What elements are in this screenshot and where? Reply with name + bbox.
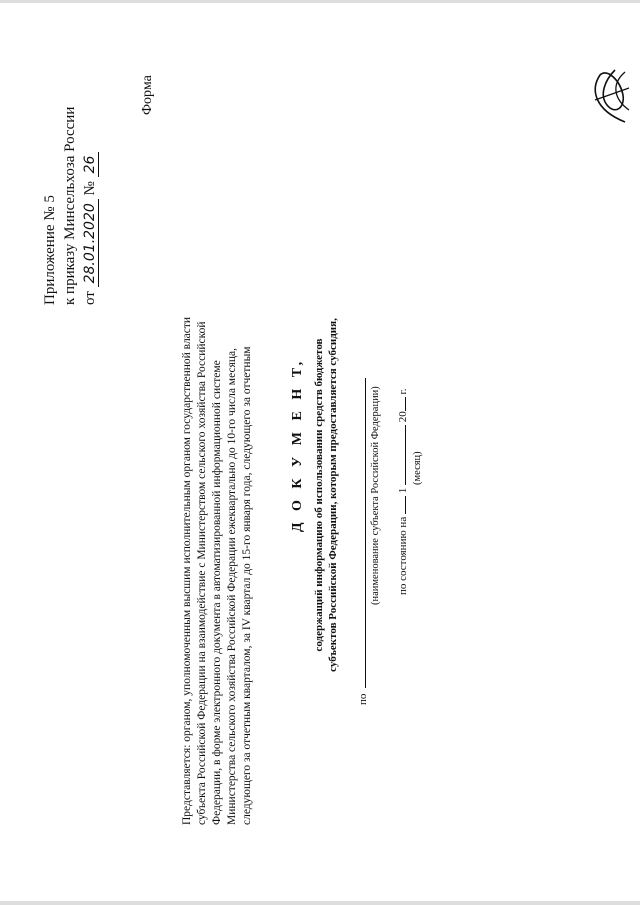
form-label: Форма xyxy=(140,75,155,115)
day-blank[interactable] xyxy=(405,496,406,514)
year-suffix: г. xyxy=(397,388,409,395)
document-subtitle-line-1: содержащий информацию об использовании средств бюджетов xyxy=(313,338,325,652)
document-title: Д О К У М Е Н Т, xyxy=(290,357,305,533)
signature-mark xyxy=(585,60,635,130)
year-prefix: 20 xyxy=(397,411,409,423)
as-of-prefix: по состоянию на xyxy=(397,516,409,595)
as-of-date-line xyxy=(397,389,409,595)
po-label: по xyxy=(357,693,369,705)
appendix-date-line xyxy=(80,25,100,305)
order-date: 28.01.2020 xyxy=(82,199,99,287)
appendix-block xyxy=(40,25,100,305)
document-subtitle-line-2: субъектов Российской Федерации, которым предоставляется субсидия, xyxy=(327,318,339,672)
document-subtitle xyxy=(312,285,340,705)
appendix-line-2: к приказу Минсельхоза России xyxy=(62,106,78,305)
month-caption: (месяц) xyxy=(412,451,423,485)
subject-blank[interactable] xyxy=(355,378,366,688)
order-number: 26 xyxy=(82,152,99,178)
day-value: 1 xyxy=(397,487,409,494)
year-blank[interactable] xyxy=(405,397,406,411)
represented-paragraph: Представляется: органом, уполномоченным высшим исполнительным органом государственной власти субъекта Российской Федерации на взаимодействие с Министерством сельского хозяйства Российской Федерации, в форме электронного документа в автоматизированной информационной системе Министерства сельского хозяйства Российской Федерации ежеквартально до 10-го числа месяца, следующего за отчетным кварталом, за IV квартал до 15-го января года, следующего за отчетным xyxy=(181,316,253,825)
subject-line xyxy=(355,365,369,705)
subject-caption: (наименование субъекта Российской Федерации) xyxy=(370,386,381,605)
month-blank[interactable] xyxy=(405,425,406,485)
date-prefix: от xyxy=(82,291,98,305)
appendix-line-1: Приложение № 5 xyxy=(42,195,58,305)
number-prefix: № xyxy=(82,181,98,196)
